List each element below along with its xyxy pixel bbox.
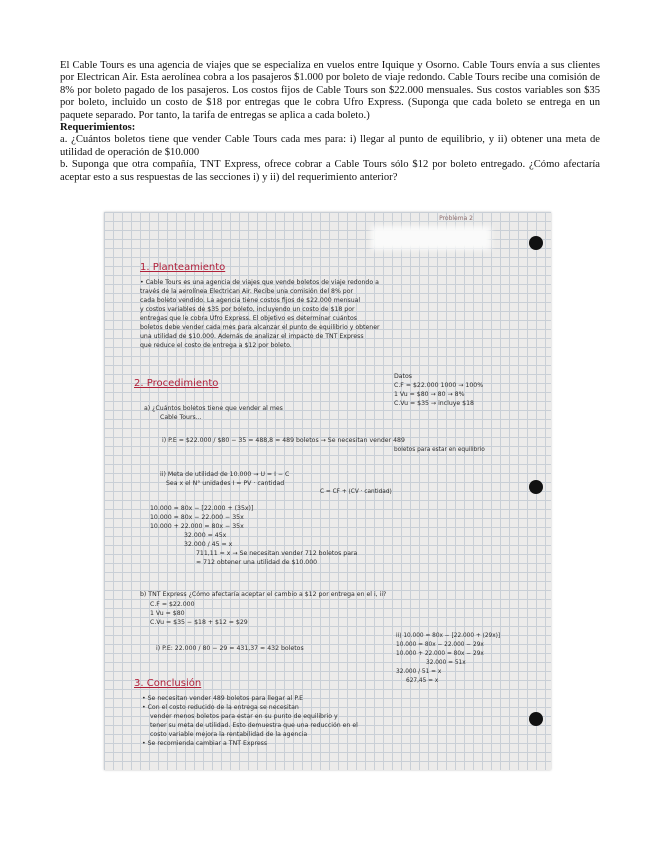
heading-planteamiento: 1. Planteamiento: [140, 262, 226, 273]
question-a-title-2: Cable Tours...: [160, 414, 202, 421]
question-b-data: [150, 600, 248, 627]
text-line: C.F = $22.000: [150, 601, 195, 608]
problem-statement: [60, 60, 600, 184]
question-a-title: a) ¿Cuántos boletos tiene que vender al mes: [144, 405, 283, 412]
calc-line: ≈ 712 obtener una utilidad de $10.000: [196, 559, 318, 566]
requirement-b: b. Suponga que otra compañía, TNT Express, ofrece cobrar a Cable Tours sólo $12 por boleto entregado. ¿Cómo afectaría aceptar esto a sus respuestas de las secciones i) y ii) del requerimiento anterior?: [60, 159, 600, 183]
calc-line: 32.000 = 51x: [426, 660, 466, 666]
calc-line: 32.000 / 51 = x: [396, 669, 442, 675]
profit-target-def: Sea x el N° unidades I = PV · cantidad: [166, 480, 285, 487]
text-line: y costos variables de $35 por boleto, incluyendo un costo de $18 por: [140, 306, 355, 313]
planteamiento-text: [140, 278, 500, 350]
text-line: una utilidad de $10.000. Además de analizar el impacto de TNT Express: [140, 333, 364, 340]
calc-line: 32.000 = 45x: [184, 532, 227, 539]
heading-conclusion: 3. Conclusión: [134, 678, 202, 689]
text-line: 1 Vu = $80: [150, 610, 185, 617]
calc-line: 10.000 + 22.000 = 80x − 29x: [396, 651, 484, 657]
breakeven-conclusion: boletos para estar en equilibrio: [394, 447, 485, 453]
calc-line: 10.000 + 22.000 = 80x − 35x: [150, 523, 244, 530]
calc-line: 627,45 = x: [406, 678, 439, 684]
text-line: C.Vu = $35 → incluye $18: [394, 400, 474, 407]
profit-target-title: ii) Meta de utilidad de 10.000 → U = I − C: [160, 471, 290, 478]
text-line: tener su meta de utilidad. Esto demuestra que una reducción en el: [150, 722, 358, 729]
heading-procedimiento: 2. Procedimiento: [134, 378, 219, 389]
requirement-a: a. ¿Cuántos boletos tiene que vender Cable Tours cada mes para: i) llegar al punto de equilibrio, y ii) obtener una meta de utilidad de operación de $10.000: [60, 134, 600, 158]
text-line: Datos: [394, 373, 412, 380]
text-line: vender menos boletos para estar en su punto de equilibrio y: [150, 713, 338, 720]
punch-hole: [529, 480, 543, 494]
page-header-tag: Problema 2: [439, 215, 473, 222]
text-line: través de la aerolínea Electrican Air. Recibe una comisión del 8% por: [140, 288, 354, 295]
calc-line: 711,11 = x → Se necesitan vender 712 boletos para: [196, 550, 358, 557]
tnt-breakeven-calc: i) P.E: 22.000 / 80 − 29 = 431,37 ≈ 432 boletos: [156, 645, 304, 652]
text-line: que reduce el costo de entrega a $12 por boleto.: [140, 342, 292, 349]
text-line: entregas que le cobra Ufro Express. El objetivo es determinar cuántos: [140, 315, 358, 322]
problem-intro: El Cable Tours es una agencia de viajes que se especializa en vuelos entre Iquique y Osorno. Cable Tours envía a sus clientes por Electrican Air. Esta aerolínea cobra a los pasajeros $1.000 por boleto de viaje redondo. Cable Tours recibe una comisión de 8% por boleto pagado de los pasajeros. Los costos fijos de Cable Tours son $22.000 mensuales. Sus costos variables son $35 por boleto, incluido un costo de $18 por entregas que le cobra Ufro Express. (Suponga que cada boleto se entrega en un paquete separado. Por tanto, la tarifa de entregas se aplica a cada boleto.): [60, 60, 600, 121]
handwritten-solution-photo: [104, 212, 551, 770]
requirements-title: Requerimientos:: [60, 122, 136, 134]
punch-hole: [529, 236, 543, 250]
breakeven-calc: i) P.E = $22.000 / $80 − 35 = 488,8 ≈ 489 boletos → Se necesitan vender 489: [162, 437, 405, 444]
text-line: C.Vu = $35 − $18 + $12 = $29: [150, 619, 248, 626]
conclusion-text: [142, 694, 358, 748]
punch-hole: [529, 712, 543, 726]
text-line: costo variable mejora la rentabilidad de la agencia: [150, 731, 308, 738]
profit-calc: [150, 504, 357, 567]
text-line: cada boleto vendido. La agencia tiene costos fijos de $22.000 mensual: [140, 297, 361, 304]
text-line: boletos debe vender cada mes para alcanzar el punto de equilibrio y obtener: [140, 324, 380, 331]
tnt-profit-calc: [396, 632, 500, 686]
profit-target-def-2: C = CF + (CV · cantidad): [320, 489, 392, 495]
text-line: • Con el costo reducido de la entrega se necesitan: [142, 704, 299, 711]
calc-line: 32.000 / 45 = x: [184, 541, 233, 548]
calc-line: 10.000 = 80x − [22.000 + (35x)]: [150, 505, 254, 512]
question-b-title: b) TNT Express ¿Cómo afectaría aceptar el cambio a $12 por entrega en el i, ii?: [140, 591, 387, 598]
calc-line: ii) 10.000 = 80x − [22.000 + (29x)]: [396, 633, 501, 639]
redacted-area: [371, 226, 491, 250]
datos-block: [394, 372, 483, 408]
text-line: C.F = $22.000 1000 → 100%: [394, 382, 484, 389]
text-line: • Cable Tours es una agencia de viajes que vende boletos de viaje redondo a: [140, 279, 379, 286]
text-line: 1 Vu = $80 → 80 → 8%: [394, 391, 465, 398]
calc-line: 10.000 = 80x − 22.000 − 35x: [150, 514, 244, 521]
text-line: • Se recomienda cambiar a TNT Express: [142, 740, 268, 747]
text-line: • Se necesitan vender 489 boletos para llegar al P.E: [142, 695, 303, 702]
calc-line: 10.000 = 80x − 22.000 − 29x: [396, 642, 484, 648]
